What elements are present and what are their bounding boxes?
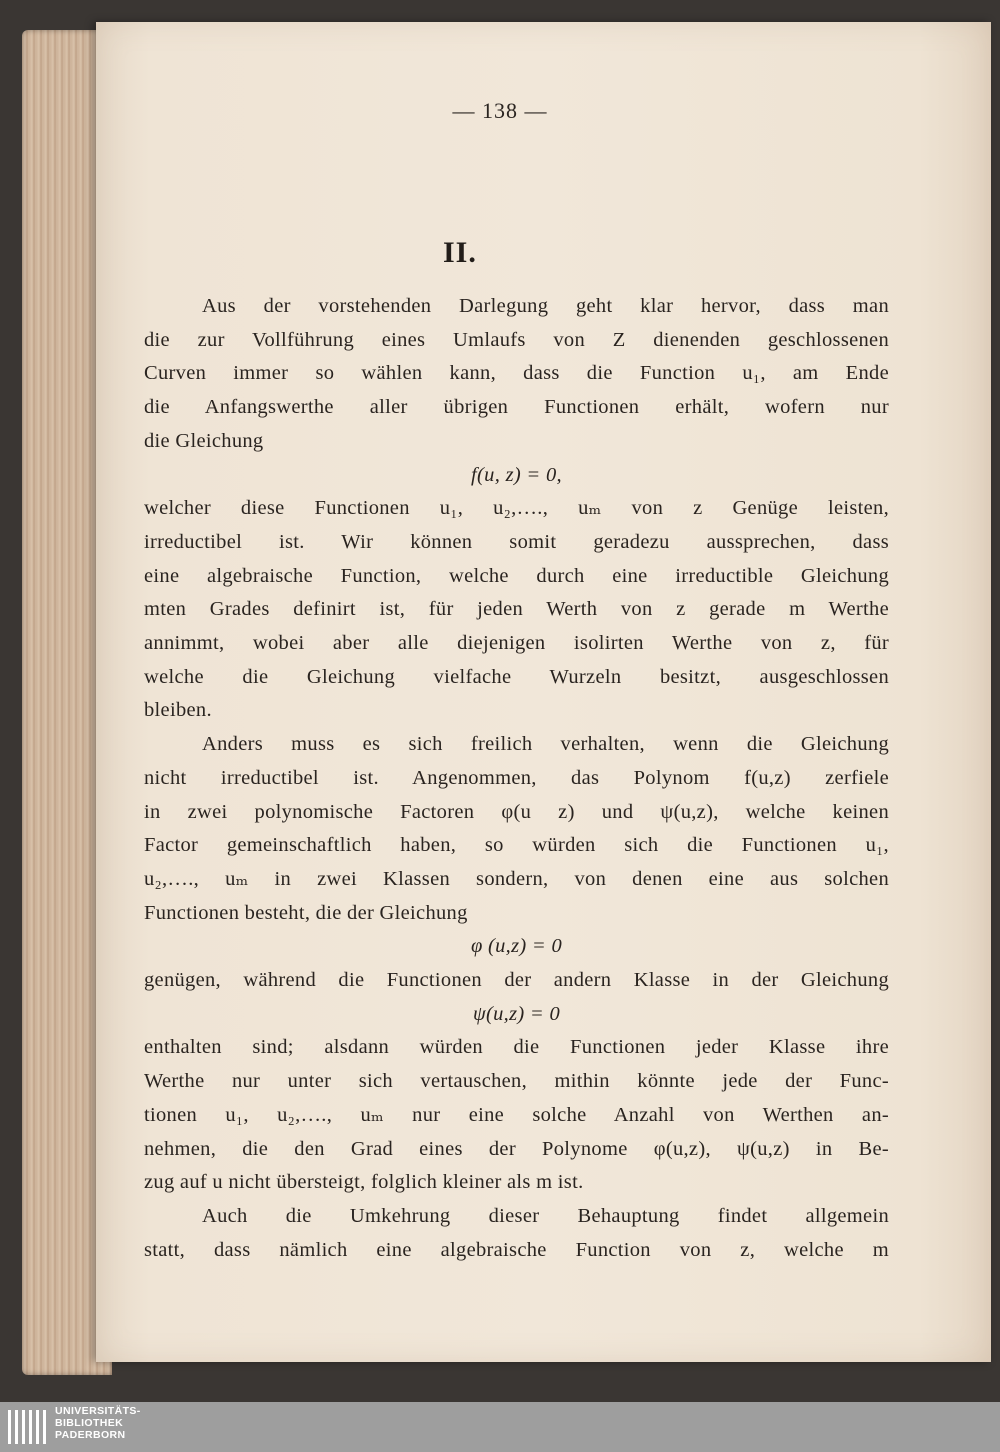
paragraph-2 [144, 492, 889, 728]
text-line: u₂,…., uₘ in zwei Klassen sondern, von denen eine aus solchen [144, 867, 889, 890]
text-line: irreductibel ist. Wir können somit geradezu aussprechen, dass [144, 530, 889, 553]
text-line: tionen u₁, u₂,…., uₘ nur eine solche Anzahl von Werthen an- [144, 1103, 889, 1126]
library-name-line: UNIVERSITÄTS- [55, 1405, 141, 1417]
paragraph-5 [144, 1031, 889, 1200]
formula-f: f(u, z) = 0, [471, 463, 562, 486]
library-logo-icon [6, 1406, 50, 1448]
text-line: Factor gemeinschaftlich haben, so würden sich die Functionen u₁, [144, 834, 889, 857]
paragraph-1 [144, 290, 889, 459]
paragraph-6 [144, 1200, 889, 1267]
library-name-line: BIBLIOTHEK [55, 1417, 124, 1429]
section-heading: II. [443, 236, 477, 269]
text-line: welche die Gleichung vielfache Wurzeln besitzt, ausgeschlossen [144, 665, 889, 688]
text-line: bleiben. [144, 699, 212, 722]
text-line: zug auf u nicht übersteigt, folglich kleiner als m ist. [144, 1171, 584, 1194]
text-line: die Gleichung [144, 429, 264, 452]
text-line: nicht irreductibel ist. Angenommen, das Polynom f(u,z) zerfiele [144, 766, 889, 789]
text-line: welcher diese Functionen u₁, u₂,…., uₘ von z Genüge leisten, [144, 497, 889, 520]
text-line: enthalten sind; alsdann würden die Functionen jeder Klasse ihre [144, 1036, 889, 1059]
body-text [144, 290, 889, 1267]
library-name-line: PADERBORN [55, 1429, 126, 1441]
library-footer-bar [0, 1402, 1000, 1452]
text-line: Functionen besteht, die der Gleichung [144, 901, 468, 924]
page-number: — 138 — [452, 98, 548, 123]
text-line: Aus der vorstehenden Darlegung geht klar hervor, dass man [202, 295, 889, 317]
text-line: genügen, während die Functionen der andern Klasse in der Gleichung [144, 969, 889, 992]
text-line: Curven immer so wählen kann, dass die Function u₁, am Ende [144, 362, 889, 385]
text-line: mten Grades definirt ist, für jeden Werth von z gerade m Werthe [144, 598, 889, 621]
paragraph-4 [144, 964, 889, 998]
text-line: statt, dass nämlich eine algebraische Function von z, welche m [144, 1238, 889, 1261]
text-line: nehmen, die den Grad eines der Polynome φ(u,z), ψ(u,z) in Be- [144, 1137, 889, 1160]
text-line: annimmt, wobei aber alle diejenigen isolirten Werthe von z, für [144, 632, 889, 655]
text-line: eine algebraische Function, welche durch eine irreductible Gleichung [144, 564, 889, 587]
text-line: Auch die Umkehrung dieser Behauptung findet allgemein [202, 1204, 889, 1227]
formula-psi: ψ(u,z) = 0 [472, 1002, 561, 1025]
text-line: Werthe nur unter sich vertauschen, mithin könnte jede der Func- [144, 1070, 889, 1093]
library-name [55, 1405, 141, 1441]
text-line: Anders muss es sich freilich verhalten, wenn die Gleichung [202, 733, 889, 756]
text-line: die Anfangswerthe aller übrigen Functionen erhält, wofern nur [144, 396, 889, 419]
text-line: die zur Vollführung eines Umlaufs von Z dienenden geschlossenen [144, 328, 889, 351]
paragraph-3 [144, 728, 889, 930]
text-line: in zwei polynomische Factoren φ(u z) und ψ(u,z), welche keinen [144, 800, 889, 823]
formula-phi: φ (u,z) = 0 [470, 935, 563, 958]
